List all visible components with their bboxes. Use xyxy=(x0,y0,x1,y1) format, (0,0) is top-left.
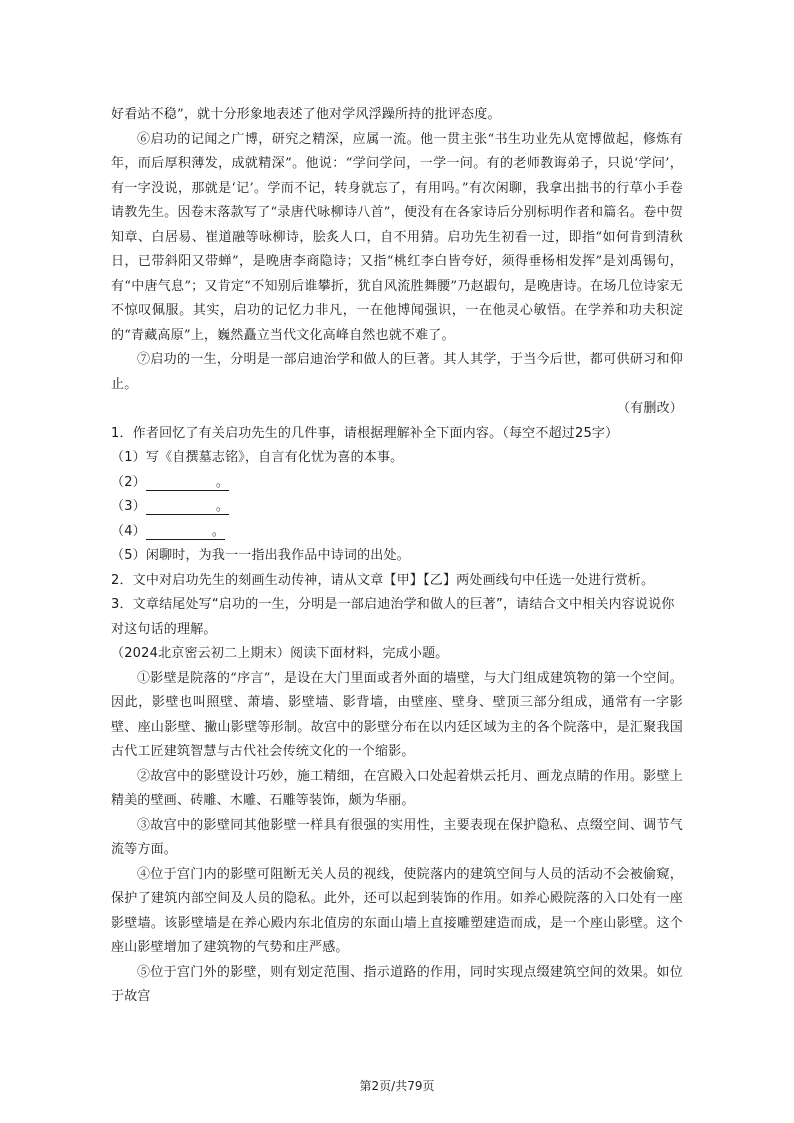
question-1: 1．作者回忆了有关启功先生的几件事，请根据理解补全下面内容。（每空不超过25字） xyxy=(111,425,619,441)
page-number: 第2页/共79页 xyxy=(359,1079,435,1093)
item-label: （4） xyxy=(111,523,146,539)
passage2-paragraph-1: ①影壁是院落的“序言”，是设在大门里面或者外面的墙壁，与大门组成建筑物的第一个空间。因此，影壁也叫照壁、萧墙、影壁墙、影背墙，由壁座、壁身、壁顶三部分组成，通常有一字影壁、座山影壁、撇山影壁等形制。故宫中的影壁分布在以内廷区域为主的各个院落中，是汇聚我国古代工匠建筑智慧与古代社会传统文化的一个缩影。 xyxy=(111,670,683,759)
paragraph-7: ⑦启功的一生，分明是一部启迪治学和做人的巨著。其人其学，于当今后世，都可供研习和仰止。 xyxy=(111,352,683,392)
answer-blank[interactable] xyxy=(146,525,225,540)
question-1-item-4 xyxy=(111,520,683,545)
question-2: 2．文中对启功先生的刻画生动传神，请从文章【甲】【乙】两处画线句中任选一处进行赏析。 xyxy=(111,572,655,588)
blank-end: 。 xyxy=(211,523,226,539)
question-1-item-5: （5）闲聊时，为我一一指出我作品中诗词的出处。 xyxy=(111,548,410,563)
item-label: （2） xyxy=(111,474,146,490)
answer-blank[interactable] xyxy=(146,476,229,491)
passage2-paragraph-2: ②故宫中的影壁设计巧妙，施工精细，在宫殿入口处起着烘云托月、画龙点睛的作用。影壁上精美的壁画、砖雕、木雕、石雕等装饰，颇为华丽。 xyxy=(111,768,683,808)
passage2-intro: （2024北京密云初二上期末）阅读下面材料，完成小题。 xyxy=(111,646,449,661)
paragraph-6: ⑥启功的记闻之广博，研究之精深，应属一流。他一贯主张“书生功业先从宽博做起，修炼有年，而后厚积薄发，成就精深”。他说：“学问学问，一学一问。有的老师教诲弟子，只说‘学问’，有一字没说，那就是‘记’。学而不记，转身就忘了，有用吗。”有次闲聊，我拿出拙书的行草小手卷请教先生。因卷末落款写了“录唐代咏柳诗八首”，便没有在各家诗后分别标明作者和篇名。卷中贺知章、白居易、崔道融等咏柳诗，脍炙人口，自不用猜。启功先生初看一过，即指“如何肯到清秋日，已带斜阳又带蝉”，是晚唐李商隐诗；又指“桃红李白皆夸好，须得垂杨相发挥”是刘禹锡句，有“中唐气息”；又肯定“不知别后谁攀折，犹自风流胜舞腰”乃赵嘏句，是晚唐诗。在场几位诗家无不惊叹佩服。其实，启功的记忆力非凡，一在他博闻强识，一在他灵心敏悟。在学养和功夫积淀的“青藏高原”上，巍然矗立当代文化高峰自然也就不难了。 xyxy=(111,131,683,343)
question-1-item-2 xyxy=(111,471,683,496)
passage2-paragraph-3: ③故宫中的影壁同其他影壁一样具有很强的实用性，主要表现在保护隐私、点缀空间、调节气流等方面。 xyxy=(111,817,683,857)
passage2-paragraph-5: ⑤位于宫门外的影壁，则有划定范围、指示道路的作用，同时实现点缀建筑空间的效果。如位于故宫 xyxy=(111,964,683,1004)
question-3: 3．文章结尾处写“启功的一生，分明是一部启迪治学和做人的巨著”，请结合文中相关内容说说你对这句话的理解。 xyxy=(111,597,675,637)
blank-end: 。 xyxy=(215,474,230,490)
passage-line: 好看站不稳”，就十分形象地表述了他对学风浮躁所持的批评态度。 xyxy=(111,107,501,122)
answer-blank[interactable] xyxy=(146,500,229,515)
edit-note: （有删改） xyxy=(616,401,683,416)
question-1-item-3 xyxy=(111,495,683,520)
question-1-item-1: （1）写《自撰墓志铭》，自言有化忧为喜的本事。 xyxy=(111,450,404,465)
blank-end: 。 xyxy=(215,499,230,514)
passage2-paragraph-4: ④位于宫门内的影壁可阻断无关人员的视线，使院落内的建筑空间与人员的活动不会被偷窥，保护了建筑内部空间及人员的隐私。此外，还可以起到装饰的作用。如养心殿院落的入口处有一座影壁墙。该影壁墙是在养心殿内东北值房的东面山墙上直接雕塑建造而成，是一个座山影壁。这个座山影壁增加了建筑物的气势和庄严感。 xyxy=(111,866,683,955)
document-body xyxy=(111,103,683,1010)
item-label: （3） xyxy=(111,499,146,514)
